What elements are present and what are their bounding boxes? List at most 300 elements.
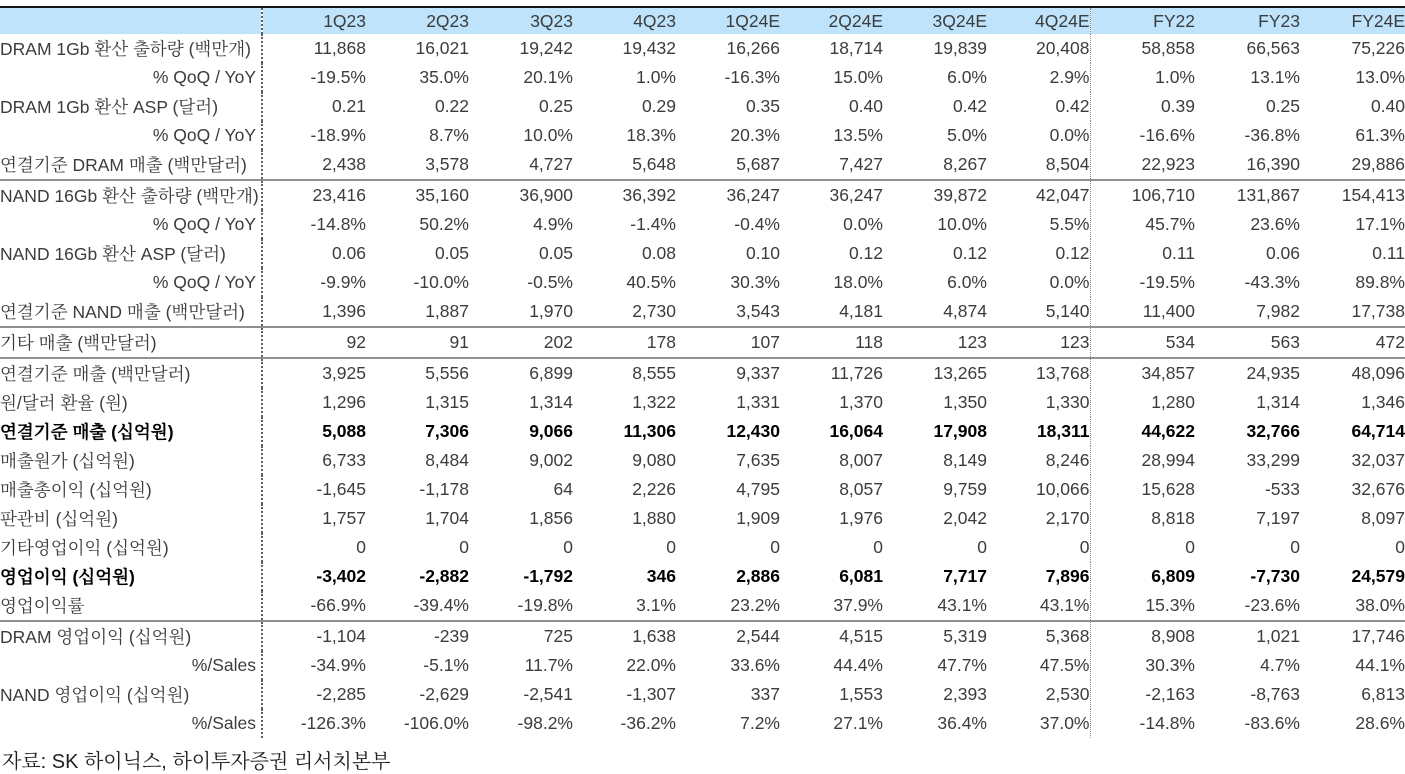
column-header: 2Q23 [366, 7, 469, 34]
data-cell: 13,265 [883, 358, 987, 388]
data-cell: 0.08 [641, 243, 676, 263]
column-header: 4Q24E [987, 7, 1090, 34]
data-cell: -126.3% [300, 713, 366, 733]
data-cell: 1,370 [839, 392, 883, 412]
data-cell: 0 [1090, 533, 1195, 562]
data-cell: -19.5% [1090, 268, 1195, 297]
data-cell: 35.0% [419, 67, 469, 87]
data-cell: 11,400 [1090, 297, 1195, 327]
data-cell: -43.3% [1244, 272, 1300, 292]
data-cell: -14.8% [1090, 709, 1195, 738]
data-cell: 1,638 [573, 621, 676, 651]
table-row [0, 504, 1405, 533]
data-cell: 0.12 [1055, 243, 1090, 263]
data-cell: 1,322 [632, 392, 676, 412]
data-cell: 36,392 [573, 180, 676, 210]
data-cell: 1,314 [529, 392, 573, 412]
data-cell: 75,226 [1351, 38, 1405, 58]
data-cell: -34.9% [310, 655, 366, 675]
data-cell: 0.12 [848, 243, 883, 263]
data-cell: 1,887 [425, 301, 469, 321]
table-row [0, 92, 1405, 121]
data-cell: 0.10 [745, 243, 780, 263]
data-cell: 154,413 [1300, 180, 1405, 210]
data-cell: 2,438 [322, 154, 366, 174]
data-cell: 15.3% [1090, 591, 1195, 621]
data-cell: 7,982 [1256, 301, 1300, 321]
row-label: DRAM 1Gb 환산 ASP (달러) [0, 92, 262, 121]
data-cell: 2,886 [736, 566, 780, 586]
data-cell: 45.7% [1090, 210, 1195, 239]
data-cell: -1,645 [316, 479, 366, 499]
data-cell: 20.3% [730, 125, 780, 145]
data-cell: 0.21 [331, 96, 366, 116]
data-cell: 2,393 [943, 684, 987, 704]
data-cell: 8,246 [1045, 450, 1090, 470]
data-cell: 1.0% [1090, 63, 1195, 92]
table-row [0, 63, 1405, 92]
data-cell: 107 [676, 327, 780, 358]
data-cell: 0.05 [434, 243, 469, 263]
data-cell: 17,746 [1300, 621, 1405, 651]
data-cell: -9.9% [320, 272, 366, 292]
data-cell: 23.2% [730, 595, 780, 615]
data-cell: 64 [553, 479, 573, 499]
data-cell: 16,266 [726, 38, 780, 58]
data-cell: 39,872 [883, 180, 987, 210]
data-cell: 11,868 [313, 38, 366, 58]
data-cell: 7,427 [839, 154, 883, 174]
data-cell: 8,149 [943, 450, 987, 470]
data-cell: 0.42 [952, 96, 987, 116]
data-cell: 10,066 [1035, 479, 1090, 499]
data-cell: 8,908 [1090, 621, 1195, 651]
data-cell: 9,080 [632, 450, 676, 470]
row-label: 매출원가 (십억원) [0, 446, 262, 475]
data-cell: 5,319 [883, 621, 987, 651]
table-row [0, 268, 1405, 297]
data-cell: 0.0% [1049, 125, 1090, 145]
data-cell: 42,047 [987, 180, 1090, 210]
data-cell: 0.0% [843, 214, 883, 234]
data-cell: 4,181 [839, 301, 883, 321]
data-cell: 6,899 [469, 358, 573, 388]
data-cell: 7,717 [943, 566, 987, 586]
data-cell: -106.0% [403, 713, 469, 733]
data-cell: 35,160 [366, 180, 469, 210]
data-cell: 8,267 [943, 154, 987, 174]
data-cell: 17,738 [1351, 301, 1405, 321]
data-cell: 2,544 [676, 621, 780, 651]
data-cell: 0 [1079, 537, 1090, 557]
data-cell: 1,757 [322, 508, 366, 528]
data-cell: 1,856 [529, 508, 573, 528]
data-cell: -16.6% [1090, 121, 1195, 150]
financial-estimates-table [0, 6, 1405, 738]
data-cell: 19,242 [519, 38, 573, 58]
data-cell: 16,021 [415, 38, 469, 58]
data-cell: 8,007 [839, 450, 883, 470]
data-cell: -10.0% [413, 272, 469, 292]
table-row [0, 621, 1405, 651]
column-header: FY22 [1090, 7, 1195, 34]
data-cell: 1,880 [632, 508, 676, 528]
data-cell: -2,629 [419, 684, 469, 704]
data-cell: 0 [770, 537, 780, 557]
column-header: 1Q24E [676, 7, 780, 34]
data-cell: 4,874 [943, 301, 987, 321]
data-cell: 32,676 [1351, 479, 1405, 499]
data-cell: 1,315 [425, 392, 469, 412]
data-cell: 15.0% [833, 67, 883, 87]
data-cell: 0.29 [641, 96, 676, 116]
data-cell: 2,226 [632, 479, 676, 499]
data-cell: -36.8% [1244, 125, 1300, 145]
data-cell: 0.39 [1090, 92, 1195, 121]
data-cell: 91 [366, 327, 469, 358]
data-cell: 534 [1090, 327, 1195, 358]
table-row [0, 475, 1405, 504]
data-cell: 11,726 [780, 358, 883, 388]
data-cell: 1,350 [943, 392, 987, 412]
data-cell: 118 [780, 327, 883, 358]
data-cell: -66.9% [310, 595, 366, 615]
table-row [0, 239, 1405, 268]
data-cell: 9,759 [943, 479, 987, 499]
data-cell: 32,766 [1246, 421, 1300, 441]
data-cell: 8,555 [573, 358, 676, 388]
data-cell: 5,140 [1045, 301, 1090, 321]
data-cell: -83.6% [1244, 713, 1300, 733]
data-cell: 13.0% [1355, 67, 1405, 87]
data-cell: 0 [873, 537, 883, 557]
data-cell: 18.0% [833, 272, 883, 292]
data-cell: 1,704 [425, 508, 469, 528]
data-cell: 43.1% [937, 595, 987, 615]
data-cell: 0.06 [1265, 243, 1300, 263]
data-cell: 13,768 [987, 358, 1090, 388]
data-cell: 0.22 [434, 96, 469, 116]
data-cell: -1.4% [630, 214, 676, 234]
data-cell: 4,515 [780, 621, 883, 651]
source-note: 자료: SK 하이닉스, 하이투자증권 리서치본부 [2, 751, 391, 773]
data-cell: -18.9% [310, 125, 366, 145]
data-cell: 337 [750, 684, 780, 704]
data-cell: 202 [469, 327, 573, 358]
data-cell: 22.0% [626, 655, 676, 675]
row-label: DRAM 영업이익 (십억원) [0, 621, 262, 651]
table-row [0, 34, 1405, 63]
row-label: 기타영업이익 (십억원) [0, 533, 262, 562]
data-cell: 8.7% [429, 125, 469, 145]
table-row [0, 709, 1405, 738]
table-row [0, 210, 1405, 239]
row-label: 영업이익률 [0, 591, 262, 621]
data-cell: -14.8% [310, 214, 366, 234]
data-cell: 47.5% [1039, 655, 1090, 675]
data-cell: 7.2% [740, 713, 780, 733]
data-cell: 0.25 [1265, 96, 1300, 116]
data-cell: 5,556 [366, 358, 469, 388]
data-cell: 36,247 [780, 180, 883, 210]
data-cell: -239 [366, 621, 469, 651]
table-row [0, 591, 1405, 621]
table-row [0, 651, 1405, 680]
data-cell: 7,635 [736, 450, 780, 470]
data-cell: 33.6% [730, 655, 780, 675]
data-cell: 0.11 [1090, 239, 1195, 268]
table-row [0, 533, 1405, 562]
data-cell: 37.9% [833, 595, 883, 615]
data-cell: 7,896 [1045, 566, 1090, 586]
data-cell: 8,057 [839, 479, 883, 499]
data-cell: 66,563 [1246, 38, 1300, 58]
table-row [0, 358, 1405, 388]
data-cell: 0.0% [1049, 272, 1090, 292]
column-header-empty [0, 7, 262, 34]
row-label: % QoQ / YoY [0, 268, 262, 297]
data-cell: 6.0% [947, 272, 987, 292]
data-cell: 8,504 [1045, 154, 1090, 174]
row-label: DRAM 1Gb 환산 출하량 (백만개) [0, 34, 262, 63]
data-cell: -2,882 [419, 566, 469, 586]
data-cell: 11.7% [524, 655, 573, 675]
data-cell: 64,714 [1351, 421, 1405, 441]
data-cell: 23.6% [1250, 214, 1300, 234]
data-cell: 30.3% [730, 272, 780, 292]
data-cell: 1,330 [1045, 392, 1090, 412]
column-header: 4Q23 [573, 7, 676, 34]
data-cell: -36.2% [620, 713, 676, 733]
data-cell: 32,037 [1351, 450, 1405, 470]
data-cell: 13.5% [833, 125, 883, 145]
data-cell: -0.4% [734, 214, 780, 234]
data-cell: 92 [262, 327, 366, 358]
data-cell: -0.5% [527, 272, 573, 292]
data-cell: 8,484 [425, 450, 469, 470]
data-cell: 1,909 [736, 508, 780, 528]
data-cell: 8,818 [1090, 504, 1195, 533]
data-cell: 20.1% [523, 67, 573, 87]
data-cell: 40.5% [626, 272, 676, 292]
data-cell: 50.2% [419, 214, 469, 234]
data-cell: 0 [1395, 537, 1405, 557]
data-cell: -98.2% [517, 713, 573, 733]
row-label: 매출총이익 (십억원) [0, 475, 262, 504]
data-cell: 178 [573, 327, 676, 358]
data-cell: 1.0% [636, 67, 676, 87]
data-cell: 106,710 [1090, 180, 1195, 210]
data-cell: -2,163 [1090, 680, 1195, 709]
data-cell: 1,021 [1195, 621, 1300, 651]
data-cell: 7,306 [425, 421, 469, 441]
data-cell: 34,857 [1090, 358, 1195, 388]
table-row [0, 180, 1405, 210]
data-cell: -533 [1264, 479, 1300, 499]
data-cell: -1,792 [523, 566, 573, 586]
data-cell: 20,408 [1035, 38, 1090, 58]
data-cell: 18,714 [829, 38, 883, 58]
data-cell: 22,923 [1090, 150, 1195, 180]
data-cell: 1,970 [529, 301, 573, 321]
data-cell: 9,066 [529, 421, 573, 441]
table-row [0, 680, 1405, 709]
data-cell: 5,687 [736, 154, 780, 174]
row-label: NAND 16Gb 환산 ASP (달러) [0, 239, 262, 268]
data-cell: 19,432 [622, 38, 676, 58]
data-cell: 89.8% [1355, 272, 1405, 292]
data-cell: 28,994 [1090, 446, 1195, 475]
data-cell: 11,306 [623, 421, 676, 441]
data-cell: 28.6% [1355, 713, 1405, 733]
data-cell: -8,763 [1250, 684, 1300, 704]
data-cell: 19,839 [933, 38, 987, 58]
data-cell: 0.42 [1055, 96, 1090, 116]
data-cell: 2,170 [1045, 508, 1090, 528]
data-cell: 4.9% [533, 214, 573, 234]
data-cell: -23.6% [1244, 595, 1300, 615]
row-label: 연결기준 DRAM 매출 (백만달러) [0, 150, 262, 180]
data-cell: 61.3% [1355, 125, 1405, 145]
row-label: NAND 영업이익 (십억원) [0, 680, 262, 709]
data-cell: 3,578 [425, 154, 469, 174]
column-header: 2Q24E [780, 7, 883, 34]
data-cell: 1,976 [839, 508, 883, 528]
data-cell: 3,925 [262, 358, 366, 388]
data-cell: 1,280 [1090, 388, 1195, 417]
data-cell: 36,247 [676, 180, 780, 210]
row-label: 연결기준 NAND 매출 (백만달러) [0, 297, 262, 327]
data-cell: -2,285 [316, 684, 366, 704]
data-cell: 6,813 [1361, 684, 1405, 704]
row-label: %/Sales [0, 709, 262, 738]
table-row [0, 417, 1405, 446]
data-cell: -3,402 [316, 566, 366, 586]
data-cell: 3.1% [636, 595, 676, 615]
data-cell: 15,628 [1090, 475, 1195, 504]
data-cell: 563 [1195, 327, 1300, 358]
data-cell: -19.5% [310, 67, 366, 87]
row-label: 원/달러 환율 (원) [0, 388, 262, 417]
data-cell: 2,042 [943, 508, 987, 528]
row-label: %/Sales [0, 651, 262, 680]
data-cell: 0 [563, 537, 573, 557]
data-cell: 1,314 [1256, 392, 1300, 412]
data-cell: 13.1% [1250, 67, 1300, 87]
column-header: 3Q24E [883, 7, 987, 34]
header-row [0, 7, 1405, 34]
table-row [0, 388, 1405, 417]
data-cell: 4,795 [736, 479, 780, 499]
data-cell: 0.06 [331, 243, 366, 263]
data-cell: 2,530 [1045, 684, 1090, 704]
data-cell: 5.5% [1049, 214, 1090, 234]
data-cell: 1,553 [839, 684, 883, 704]
data-cell: 58,858 [1090, 34, 1195, 63]
data-cell: 10.0% [937, 214, 987, 234]
data-cell: -7,730 [1250, 566, 1300, 586]
row-label: NAND 16Gb 환산 출하량 (백만개) [0, 180, 262, 210]
table-row [0, 121, 1405, 150]
data-cell: 18.3% [626, 125, 676, 145]
data-cell: 131,867 [1195, 180, 1300, 210]
data-cell: 9,337 [676, 358, 780, 388]
data-cell: 44.4% [833, 655, 883, 675]
data-cell: 18,311 [1036, 421, 1090, 441]
data-cell: 5.0% [947, 125, 987, 145]
data-cell: 30.3% [1090, 651, 1195, 680]
data-cell: 17.1% [1355, 214, 1405, 234]
data-cell: -19.8% [517, 595, 573, 615]
data-cell: 9,002 [529, 450, 573, 470]
column-header: FY24E [1300, 7, 1405, 34]
data-cell: 12,430 [726, 421, 780, 441]
data-cell: 44,622 [1090, 417, 1195, 446]
data-cell: 36,900 [469, 180, 573, 210]
data-cell: 0.05 [538, 243, 573, 263]
data-cell: 0 [977, 537, 987, 557]
data-cell: 0 [1290, 537, 1300, 557]
row-label: % QoQ / YoY [0, 63, 262, 92]
data-cell: -1,307 [626, 684, 676, 704]
data-cell: 4,727 [529, 154, 573, 174]
data-cell: -2,541 [523, 684, 573, 704]
data-cell: 37.0% [1039, 713, 1090, 733]
row-label: 연결기준 매출 (십억원) [0, 417, 262, 446]
row-label: 영업이익 (십억원) [0, 562, 262, 591]
data-cell: 38.0% [1355, 595, 1405, 615]
data-cell: 29,886 [1351, 154, 1405, 174]
data-cell: 3,543 [736, 301, 780, 321]
data-cell: -1,104 [262, 621, 366, 651]
data-cell: 43.1% [1039, 595, 1090, 615]
data-cell: 8,097 [1361, 508, 1405, 528]
row-label: % QoQ / YoY [0, 210, 262, 239]
data-cell: 6,733 [322, 450, 366, 470]
table-row [0, 150, 1405, 180]
data-cell: 48,096 [1300, 358, 1405, 388]
data-cell: 5,368 [987, 621, 1090, 651]
data-cell: 0.12 [952, 243, 987, 263]
data-cell: 0 [459, 537, 469, 557]
data-cell: 346 [646, 566, 676, 586]
data-cell: 36.4% [937, 713, 987, 733]
column-header: FY23 [1195, 7, 1300, 34]
data-cell: 2.9% [1049, 67, 1090, 87]
data-cell: 24,935 [1195, 358, 1300, 388]
data-cell: 123 [987, 327, 1090, 358]
data-cell: 5,088 [322, 421, 366, 441]
data-cell: 123 [883, 327, 987, 358]
data-cell: 16,064 [829, 421, 883, 441]
data-cell: 24,579 [1351, 566, 1405, 586]
data-cell: 0.11 [1372, 243, 1405, 263]
row-label: 연결기준 매출 (백만달러) [0, 358, 262, 388]
row-label: 기타 매출 (백만달러) [0, 327, 262, 358]
data-cell: 47.7% [937, 655, 987, 675]
data-cell: 33,299 [1246, 450, 1300, 470]
data-cell: 10.0% [523, 125, 573, 145]
data-cell: -5.1% [423, 655, 469, 675]
data-cell: -16.3% [724, 67, 780, 87]
data-cell: 5,648 [632, 154, 676, 174]
data-cell: 1,296 [322, 392, 366, 412]
data-cell: 4.7% [1260, 655, 1300, 675]
data-cell: 16,390 [1246, 154, 1300, 174]
data-cell: 0 [666, 537, 676, 557]
data-cell: 0.40 [848, 96, 883, 116]
row-label: 판관비 (십억원) [0, 504, 262, 533]
